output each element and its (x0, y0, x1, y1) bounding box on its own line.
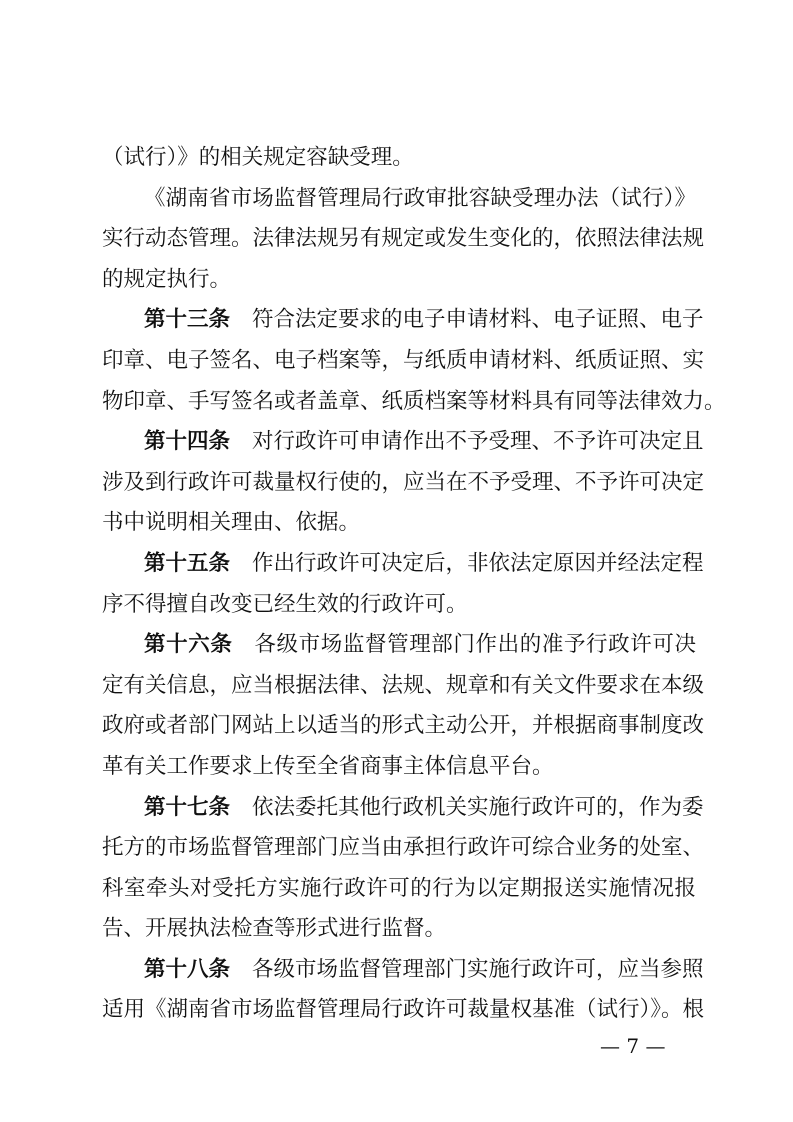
article-16-first-line (102, 625, 696, 666)
text-line: 序不得擅自改变已经生效的行政许可。 (102, 591, 468, 617)
article-title: 第十八条 (144, 956, 231, 982)
article-title: 第十六条 (144, 632, 233, 658)
document-body (102, 138, 726, 1031)
text-line: 印章、电子签名、电子档案等，与纸质申请材料、纸质证照、实 (102, 347, 705, 373)
text-line: 实行动态管理。法律法规另有规定或发生变化的，依照法律法规 (102, 226, 705, 252)
article-title: 第十四条 (144, 429, 231, 455)
text-line: 适用《湖南省市场监督管理局行政许可裁量权基准（试行）》。根 (102, 997, 705, 1023)
article-title: 第十七条 (144, 794, 231, 820)
text-line: 告、开展执法检查等形式进行监督。 (102, 916, 447, 942)
text-line: 革有关工作要求上传至全省商事主体信息平台。 (102, 753, 554, 779)
text-line: 书中说明相关理由、依据。 (102, 510, 361, 536)
text-span: 符合法定要求的电子申请材料、电子证照、电子 (252, 307, 704, 333)
article-title: 第十五条 (144, 550, 231, 576)
text-span: 依法委托其他行政机关实施行政许可的，作为委 (252, 794, 704, 820)
article-title: 第十三条 (144, 307, 231, 333)
text-line: 政府或者部门网站上以适当的形式主动公开，并根据商事制度改 (102, 713, 705, 739)
text-span: 各级市场监督管理部门作出的准予行政许可决 (254, 632, 696, 658)
text-span: 各级市场监督管理部门实施行政许可，应当参照 (252, 956, 704, 982)
text-line: （试行）》的相关规定容缺受理。 (102, 145, 414, 170)
article-15-first-line (102, 544, 704, 585)
text-line: 涉及到行政许可裁量权行使的，应当在不予受理、不予许可决定 (102, 469, 705, 495)
article-18-first-line (102, 950, 704, 991)
text-span: 对行政许可申请作出不予受理、不予许可决定且 (252, 429, 704, 455)
text-span: 作出行政许可决定后，非依法定原因并经法定程 (252, 550, 704, 576)
text-line: 定有关信息，应当根据法律、法规、规章和有关文件要求在本级 (102, 672, 705, 698)
article-13-first-line (102, 300, 704, 341)
text-line: 科室牵头对受托方实施行政许可的行为以定期报送实施情况报 (102, 875, 696, 901)
text-line: 物印章、手写签名或者盖章、纸质档案等材料具有同等法律效力。 (102, 388, 726, 414)
text-line: 托方的市场监督管理部门应当由承担行政许可综合业务的处室、 (102, 835, 705, 861)
article-17-first-line (102, 788, 704, 829)
text-line: 的规定执行。 (102, 266, 232, 292)
article-14-first-line (102, 422, 704, 463)
text-line: 《湖南省市场监督管理局行政审批容缺受理办法（试行）》 (144, 185, 696, 211)
page-number: — 7 — (600, 1034, 666, 1058)
